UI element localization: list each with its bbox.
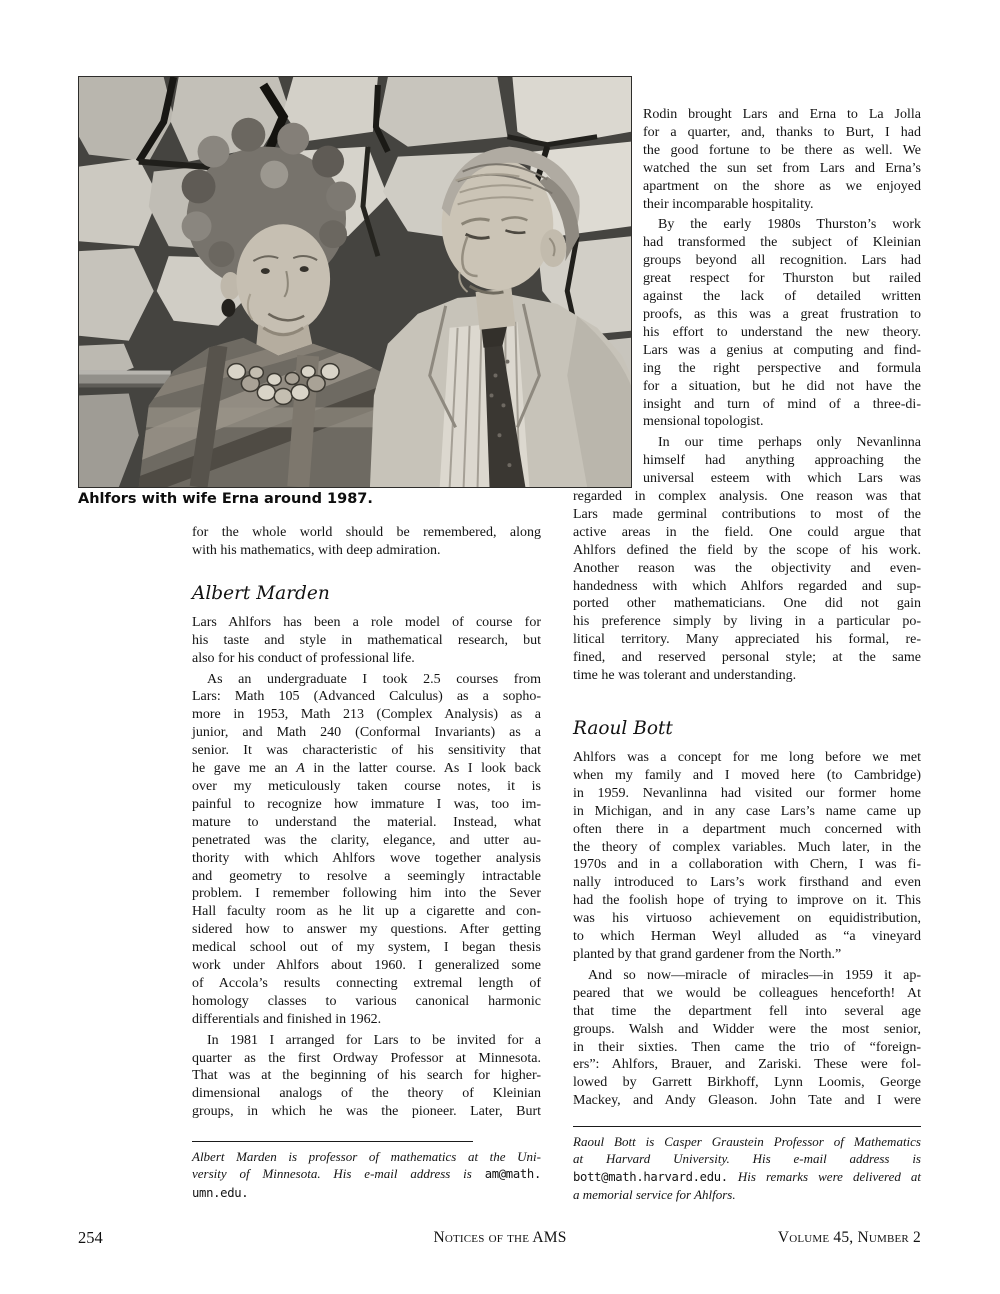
journal-title: Notices of the AMS	[433, 1229, 567, 1246]
paragraph: Ahlfors was a concept for me long before we met when my family and I moved here (to Cambridge) in 1959. Nevanlinna had visited our former home in Michigan, and in any case Lars’s name came up often there in a department much concerned with the theory of complex variables. Much later, in the 1970s and in a collaboration with Chern, I was fi- nally introduced to Lars’s work firsthand and even had the foolish hope of trying to improve on it. This was his virtuoso achievement on equidistribution, to which Herman Weyl alluded as “a vineyard planted by that grand gardener from the North.”	[573, 750, 921, 962]
page-footer	[0, 1228, 1000, 1252]
paragraph: In 1981 I arranged for Lars to be invited for a quarter as the first Ordway Professor at Minnesota. That was at the beginning of his search for higher- dimensional analogs of the theory of Kleinian groups, in which he was the pioneer. Later, Burt	[192, 1032, 541, 1120]
footnote-text: Raoul Bott is Casper Graustein Professor of Mathematics at Harvard University. His e-mail address is bott@math.harvard.edu. His remarks were delivered at a memorial service for Ahlfors.	[573, 1134, 921, 1202]
paragraph-continuation: for the whole world should be remembered, along with his mathematics, with deep admiration.	[192, 525, 541, 558]
footnote-albert-marden	[192, 1141, 541, 1202]
right-column	[573, 106, 921, 1110]
volume-issue: Volume 45, Number 2	[777, 1229, 921, 1246]
footnote-text: Albert Marden is professor of mathematics at the Uni- versity of Minnesota. His e-mail address is am@math. umn.edu.	[192, 1149, 541, 1200]
paragraph: regarded in complex analysis. One reason was that Lars made germinal contributions to most of the active areas in the field. One could argue that Ahlfors defined the field by the scope of his work. Another reason was the objectivity and even- handedness with which Ahlfors regarded and sup- ported other mathematicians. One did not gain his preference simply by living in a particular po- litical territory. Many appreciated his formal, re- fined, and reserved personal style; at the same time he was tolerant and understanding.	[573, 489, 921, 684]
paragraph: By the early 1980s Thurston’s work had transformed the subject of Kleinian groups beyond all recognition. Lars had great respect for Thurston but railed against the lack of detailed written proofs, as this was a great frustration to his effort to understand the new theory. Lars was a genius at computing and find- ing the right perspective and formula for a situation, but he did not have the insight and turn of mind of a three-di- mensional topologist.	[643, 217, 921, 430]
photo-illustration	[79, 77, 631, 487]
photo-caption: Ahlfors with wife Erna around 1987.	[78, 491, 373, 507]
footnote-raoul-bott	[573, 1126, 921, 1203]
footnote-rule	[192, 1141, 473, 1142]
photo-ahlfors-and-erna	[78, 76, 632, 488]
paragraph: As an undergraduate I took 2.5 courses from Lars: Math 105 (Advanced Calculus) as a sopho- more in 1953, Math 213 (Complex Analysis) as a junior, and Math 240 (Conformal Invariants) as a senior. It was characteristic of his sensitivity that he gave me an A in the latter course. As I look back over my meticulously taken course notes, it is painful to recognize how immature I was, too im- mature to understand the material. Instead, what penetrated was the clarity, elegance, and utter au- thority with which Ahlfors wove together analysis and geometry to resolve a seemingly intractable problem. I remember following him into the Sever Hall faculty room as he lit up a cigarette and con- sidered how to answer my questions. After getting medical school out of my system, I began thesis work under Ahlfors about 1960. I generalized some of Accola’s results connecting extremal length of homology classes to various canonical harmonic differentials and finished in 1962.	[192, 671, 541, 1027]
paragraph: And so now—miracle of miracles—in 1959 it ap- peared that we would be colleagues henceforth! At that time the department fell into several age groups. Walsh and Widder were the most senior, in their sixties. Then came the trio of “foreign- ers”: Ahlfors, Brauer, and Zariski. These were fol- lowed by Garrett Birkhoff, Lynn Loomis, George Mackey, and Andy Gleason. John Tate and I were	[573, 967, 921, 1109]
section-heading-albert-marden: Albert Marden	[192, 582, 330, 604]
left-column	[192, 524, 541, 1121]
page-number: 254	[78, 1228, 103, 1247]
paragraph: Lars Ahlfors has been a role model of course for his taste and style in mathematical research, but also for his conduct of professional life.	[192, 614, 541, 666]
paragraph-continuation: Rodin brought Lars and Erna to La Jolla for a quarter, and, thanks to Burt, I had the good fortune to be there as well. We watched the sun set from Lars and Erna’s apartment on the shore as we enjoyed their incomparable hospitality.	[643, 107, 921, 212]
footnote-rule	[573, 1126, 921, 1127]
paragraph: In our time perhaps only Nevanlinna himself had anything approaching the universal esteem with which Lars was	[643, 435, 921, 487]
section-heading-raoul-bott: Raoul Bott	[573, 718, 673, 739]
